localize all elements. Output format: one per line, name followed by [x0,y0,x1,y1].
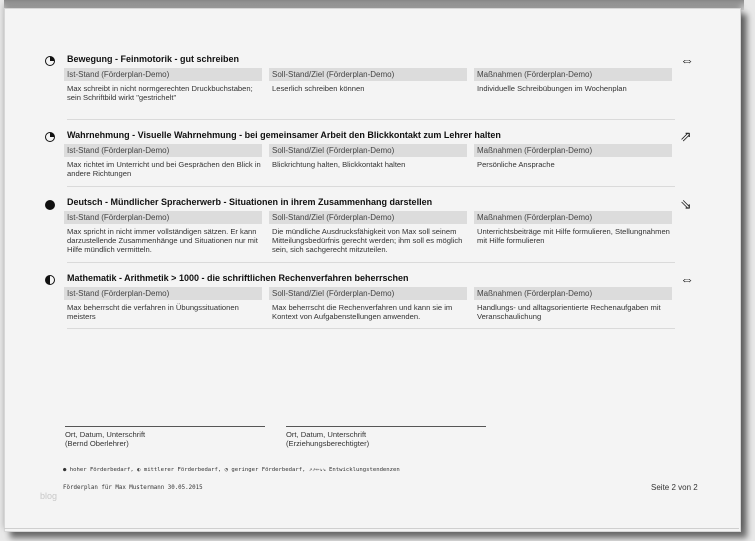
section-divider [67,119,675,120]
column-header: Maßnahmen (Förderplan-Demo) [474,68,672,81]
column-text: Max schreibt in nicht normgerechten Druckbuchstaben; sein Schriftbild wirkt "gestrichelt" [67,84,253,103]
section-title: Deutsch - Mündlicher Spracherwerb - Situationen in ihrem Zusammenhang darstellen [67,197,433,207]
column-text: Unterrichtsbeiträge mit Hilfe formulieren, Stellungnahmen mit Hilfe formulieren [477,227,670,246]
column-soll-stand [269,144,467,169]
column-text: Max beherrscht die verfahren in Übungssituationen meisters [67,303,239,322]
section-divider [67,186,675,187]
column-text: Die mündliche Ausdrucksfähigkeit von Max soll seinem Mitteilungsbedürfnis gerecht werden; ihm soll es möglich sein, sich sachgerecht mitzuteilen. [272,227,463,255]
column-text: Handlungs- und alltagsorientierte Rechenaufgaben mit Veranschaulichung [477,303,661,322]
signature-guardian [286,426,486,448]
column-text: Persönliche Ansprache [477,160,555,169]
column-text: Max spricht in nicht immer vollständigen sätzen. Er kann darzustellende Zusammenhänge und Situationen nur mit Hilfe mündlich vermitteln. [67,227,258,255]
column-ist-stand [64,211,262,255]
signature-line [65,426,265,427]
column-header: Ist-Stand (Förderplan-Demo) [64,144,262,157]
footer-plan-info: Förderplan für Max Mustermann 30.05.2015 [63,485,203,491]
quarter-circle-icon [45,132,55,142]
column-soll-stand [269,287,467,321]
column-ist-stand [64,287,262,321]
document-page [4,8,741,532]
legend: ● hoher Förderbedarf, ◐ mittlerer Förderbedarf, ◔ geringer Förderbedarf, ⇗⇗⇔⇘⇘ Entwicklungstendenzen [63,467,400,473]
column-header: Maßnahmen (Förderplan-Demo) [474,144,672,157]
column-header: Ist-Stand (Förderplan-Demo) [64,287,262,300]
page-number: Seite 2 von 2 [651,483,698,492]
column-text: Max beherrscht die Rechenverfahren und kann sie im Kontext von Aufgabenstellungen anwenden. [272,303,453,322]
column-massnahmen [474,68,672,93]
column-massnahmen [474,211,672,245]
column-soll-stand [269,211,467,255]
signature-label: Ort, Datum, Unterschrift [286,430,367,439]
section-divider [67,328,675,329]
double-arrow-up-right-icon: ⇗ [680,128,692,144]
signature-label: Ort, Datum, Unterschrift [65,430,146,439]
watermark: blog [40,491,58,501]
page-bottom-edge [4,528,739,529]
signature-name: (Erziehungsberechtigter) [286,439,370,448]
column-header: Soll-Stand/Ziel (Förderplan-Demo) [269,287,467,300]
column-header: Soll-Stand/Ziel (Förderplan-Demo) [269,144,467,157]
double-arrow-down-right-icon: ⇘ [680,196,692,212]
column-text: Max richtet im Unterricht und bei Gesprächen den Blick in andere Richtungen [67,160,261,179]
column-soll-stand [269,68,467,93]
column-ist-stand [64,144,262,178]
column-text: Blickrichtung halten, Blickkontakt halten [272,160,406,169]
column-header: Maßnahmen (Förderplan-Demo) [474,211,672,224]
column-header: Ist-Stand (Förderplan-Demo) [64,68,262,81]
half-circle-icon [45,275,55,285]
signature-line [286,426,486,427]
column-header: Soll-Stand/Ziel (Förderplan-Demo) [269,68,467,81]
section-title: Wahrnehmung - Visuelle Wahrnehmung - bei gemeinsamer Arbeit den Blickkontakt zum Lehrer halten [67,130,501,140]
signature-name: (Bernd Oberlehrer) [65,439,129,448]
filled-circle-icon [45,200,55,210]
column-header: Ist-Stand (Förderplan-Demo) [64,211,262,224]
column-massnahmen [474,287,672,321]
column-text: Leserlich schreiben können [272,84,365,93]
column-ist-stand [64,68,262,102]
column-text: Individuelle Schreibübungen im Wochenplan [477,84,627,93]
section-title: Bewegung - Feinmotorik - gut schreiben [67,54,240,64]
section-divider [67,262,675,263]
column-header: Maßnahmen (Förderplan-Demo) [474,287,672,300]
column-header: Soll-Stand/Ziel (Förderplan-Demo) [269,211,467,224]
signature-teacher [65,426,265,448]
double-arrow-horizontal-icon: ⇔ [680,52,694,68]
section-title: Mathematik - Arithmetik > 1000 - die schriftlichen Rechenverfahren beherrschen [67,273,409,283]
double-arrow-horizontal-icon: ⇔ [680,271,694,287]
quarter-circle-icon [45,56,55,66]
column-massnahmen [474,144,672,169]
